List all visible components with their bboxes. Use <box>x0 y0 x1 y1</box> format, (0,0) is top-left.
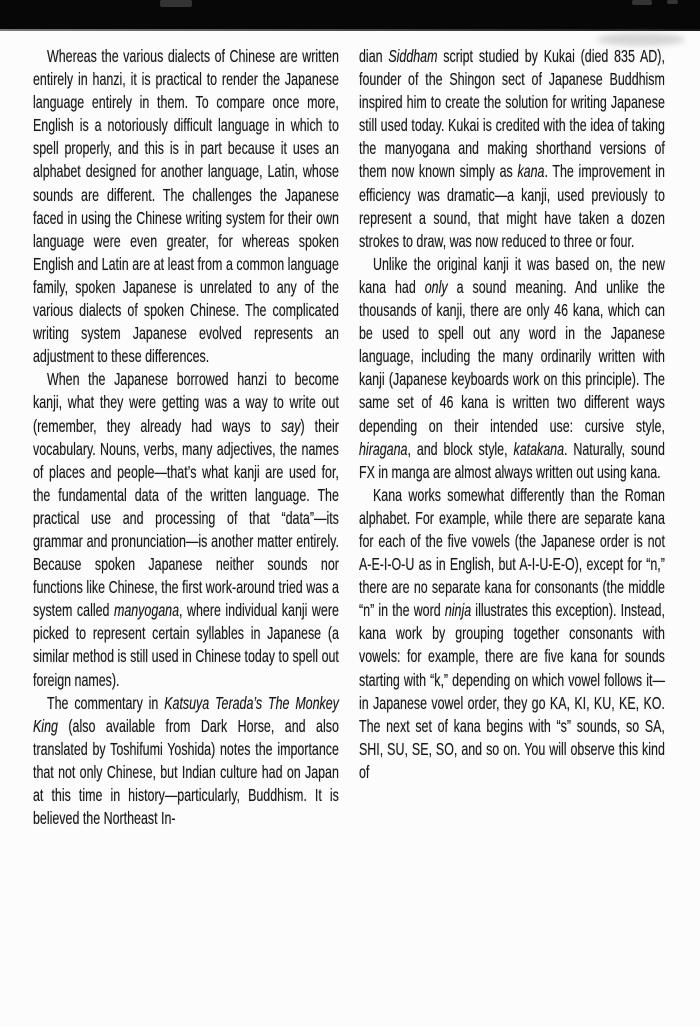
italic-text-segment: Siddham <box>388 46 438 66</box>
text-segment: ) their vocabulary. Nouns, verbs, many adjectives, the names of places and people—that’s what kanji are used for, the fundamental data of the written language. The practical use and processing of that “data”—its grammar and pronunciation—is another matter entirely. Because spoken Japanese neither sounds nor functions like Chinese, the first work-around tried was a system called <box>33 415 339 621</box>
italic-text-segment: kana <box>517 161 545 182</box>
text-column-left-content <box>33 45 339 830</box>
text-segment: illustrates this exception). Instead, kana work by grouping together consonants with vowels: for example, there are five kana for sounds starting with “k,” depending on which vowel follows it—in Japanese vowel order, they go KA, KI, KU, KE, KO. The next set of kana begins with “s” sounds, so SA, SHI, SU, SE, SO, and so on. You will observe this kind of <box>359 600 665 782</box>
italic-text-segment: only <box>424 276 448 297</box>
paragraph <box>33 368 339 691</box>
paragraph <box>359 253 665 484</box>
italic-text-segment: manyogana <box>113 600 180 621</box>
text-column-left <box>33 45 340 997</box>
text-segment: Unlike the original kanji it was based on, the new kana had <box>359 253 665 297</box>
text-column-right <box>359 45 666 997</box>
italic-text-segment: katakana <box>513 438 565 459</box>
text-segment: Whereas the various dialects of Chinese are written entirely in hanzi, it is practical to render the Japanese language entirely in them. To compare once more, English is a notoriously difficult language in which to spell properly, and this is in part because it uses an alphabet designed for another language, Latin, whose sounds are different. The challenges the Japanese faced in using the Chinese writing system for their own language were even greater, for whereas spoken English and Latin are at least from a common language family, spoken Japanese is unrelated to any of the various dialects of spoken Chinese. The complicated writing system Japanese evolved represents an adjustment to these differences. <box>33 46 339 367</box>
text-segment: Kana works somewhat differently than the Roman alphabet. For example, while there are separate kana for each of the five vowels (the Japanese order is not A-E-I-O-U as in English, but A-I-U-E-O), except for “n,” there are no separate kana for consonants (the middle “n” in the word <box>359 484 665 621</box>
scan-artifact-notch <box>667 0 678 4</box>
scan-artifact-notch <box>632 0 652 5</box>
italic-text-segment: hiragana <box>359 438 408 459</box>
italic-text-segment: say <box>281 415 301 436</box>
italic-text-segment: Katsuya Terada’s The Monkey King <box>33 692 339 736</box>
paragraph <box>33 692 339 831</box>
text-segment: When the Japanese borrowed hanzi to become kanji, what they were getting was a way to write out (remember, they already had ways to <box>33 369 339 436</box>
text-segment: . Naturally, sound FX in manga are almost always written out using kana. <box>359 438 665 482</box>
text-segment: dian <box>359 46 389 66</box>
scan-artifact-notch <box>160 0 192 7</box>
scan-bar-ragged-edge <box>0 29 700 31</box>
text-segment: , and block style, <box>407 438 514 459</box>
paragraph <box>359 45 665 253</box>
text-segment: . The improvement in efficiency was dramatic—a kanji, used previously to represent a sound, that might have taken a dozen strokes to draw, was now reduced to three or four. <box>359 161 665 251</box>
text-segment: script studied by Kukai (died 835 AD), founder of the Shingon sect of Japanese Buddhism inspired him to create the solution for writing Japanese still used today. Kukai is credited with the idea of taking the manyogana and making shorthand versions of them now known simply as <box>359 46 665 182</box>
italic-text-segment: ninja <box>444 600 472 621</box>
text-column-right-content <box>359 45 665 784</box>
paragraph <box>33 45 339 368</box>
text-segment: a sound meaning. And unlike the thousands of kanji, there are only 46 kana, which can be used to spell out any word in the Japanese language, including the many ordinarily written with kanji (Japanese keyboards work on this principle). The same set of 46 kana is written two different ways depending on their intended use: cursive style, <box>359 276 665 436</box>
text-segment: , where individual kanji were picked to represent certain syllables in Japanese (a similar method is still used in Chinese today to spell out foreign names). <box>33 600 339 690</box>
scan-top-black-bar <box>0 0 700 29</box>
text-segment: (also available from Dark Horse, and also translated by Toshifumi Yoshida) notes the importance that not only Chinese, but Indian culture had on Japan at this time in history—particularly, Buddhism. It is believed the Northeast In- <box>33 715 339 829</box>
text-segment: The commentary in <box>47 692 165 713</box>
paragraph <box>359 484 665 784</box>
